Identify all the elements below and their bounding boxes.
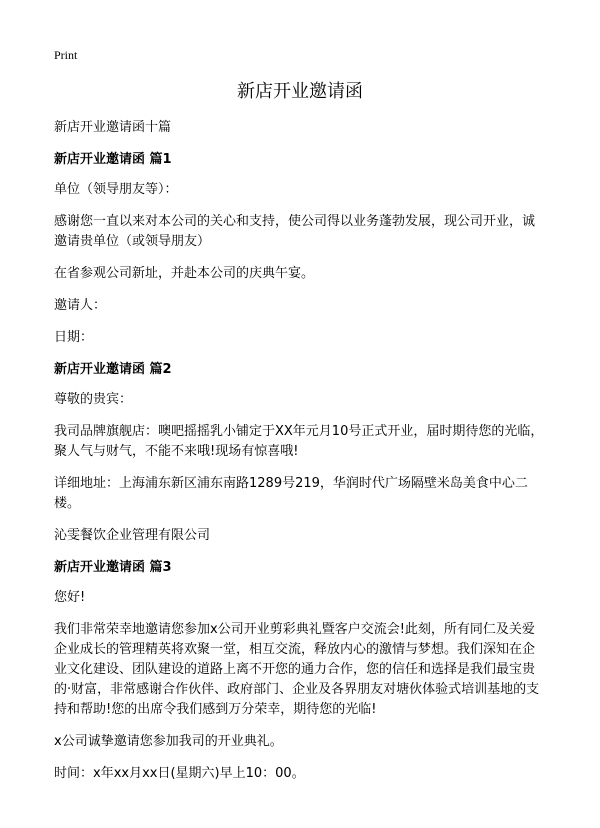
paragraph: 您好! (54, 590, 86, 605)
paragraph: 日期： (54, 330, 94, 345)
document-title: 新店开业邀请函 (237, 81, 363, 102)
paragraph: 时间：x年xx月xx日(星期六)早上10：00。 (54, 766, 305, 781)
paragraph: x公司诚挚邀请您参加我司的开业典礼。 (54, 734, 283, 749)
paragraph: 沁雯餐饮企业管理有限公司 (54, 528, 211, 543)
paragraph: 在省参观公司新址，并赴本公司的庆典午宴。 (54, 266, 315, 281)
paragraph: 我司品牌旗舰店：噢吧摇摇乳小铺定于XX年元月10号正式开业，届时期待您的光临，聚人气与财气，不能不来哦!现场有惊喜哦! (54, 424, 544, 459)
paragraph: 感谢您一直以来对本公司的关心和支持，使公司得以业务蓬勃发展，现公司开业，诚邀请贵单位（或领导朋友） (54, 214, 536, 249)
paragraph: 我们非常荣幸地邀请您参加x公司开业剪彩典礼暨客户交流会!此刻，所有同仁及关爱企业成长的管理精英将欢聚一堂，相互交流，释放内心的激情与梦想。我们深知在企业文化建设、团队建设的道路上离不开您的通力合作，您的信任和选择是我们最宝贵的·财富，非常感谢合作伙伴、政府部门、企业及各界朋友对塘伙体验式培训基地的支持和帮助!您的出席令我们感到万分荣幸，期待您的光临! (54, 622, 540, 717)
document-subtitle: 新店开业邀请函十篇 (54, 120, 172, 135)
section-heading-2: 新店开业邀请函 篇2 (54, 362, 172, 377)
document-content (54, 118, 546, 796)
section-heading-1: 新店开业邀请函 篇1 (54, 152, 172, 167)
paragraph: 尊敬的贵宾： (54, 392, 133, 407)
paragraph: 详细地址：上海浦东新区浦东南路1289号219，华润时代广场隔壁米岛美食中心二楼。 (54, 476, 528, 511)
section-heading-3: 新店开业邀请函 篇3 (54, 560, 172, 575)
paragraph: 邀请人： (54, 298, 107, 313)
print-label: Print (54, 48, 78, 62)
paragraph: 单位（领导朋友等）： (54, 182, 178, 197)
